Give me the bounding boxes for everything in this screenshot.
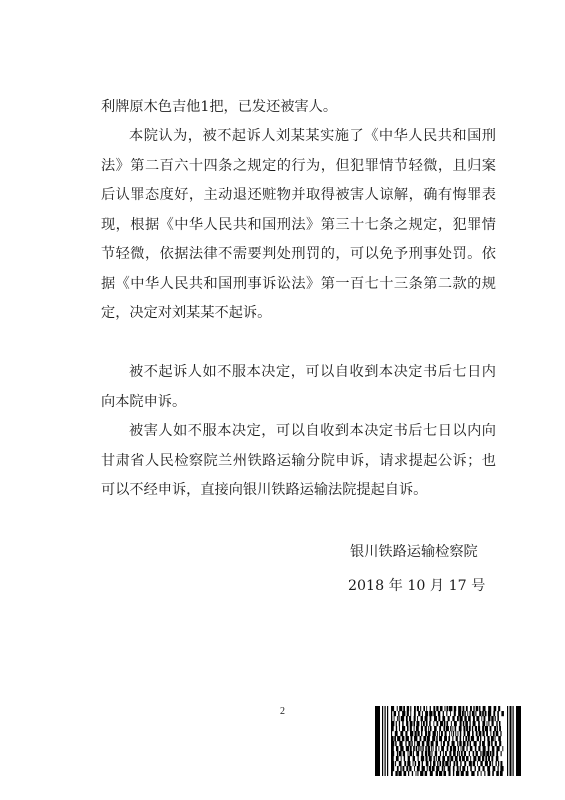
pdf417-barcode-icon: [375, 706, 521, 776]
paragraph-appeal-victim: 被害人如不服本决定，可以自收到本决定书后七日以内向甘肃省人民检察院兰州铁路运输分院申诉，请求提起公诉；也可以不经申诉，直接向银川铁路运输法院提起自诉。: [101, 423, 496, 498]
paragraph-court-opinion: 本院认为，被不起诉人刘某某实施了《中华人民共和国刑法》第二百六十四条之规定的行为，但犯罪情节轻微，且归案后认罪态度好，主动退还赃物并取得被害人谅解，确有悔罪表现，根据《中华人民共和国刑法》第三十七条之规定，犯罪情节轻微，依据法律不需要判处刑罚的，可以免予刑事处罚。依据《中华人民共和国刑事诉讼法》第一百七十三条第二款的规定，决定对刘某某不起诉。: [101, 128, 496, 321]
signing-date: 2018 年 10 月 17 号: [348, 578, 486, 594]
paragraph-appeal-suspect: 被不起诉人如不服本决定，可以自收到本决定书后七日内向本院申诉。: [101, 364, 496, 410]
page-number: 2: [280, 706, 285, 717]
signing-organization: 银川铁路运输检察院: [350, 544, 478, 560]
paragraph-continuation: 利牌原木色吉他1把，已发还被害人。: [101, 99, 338, 115]
